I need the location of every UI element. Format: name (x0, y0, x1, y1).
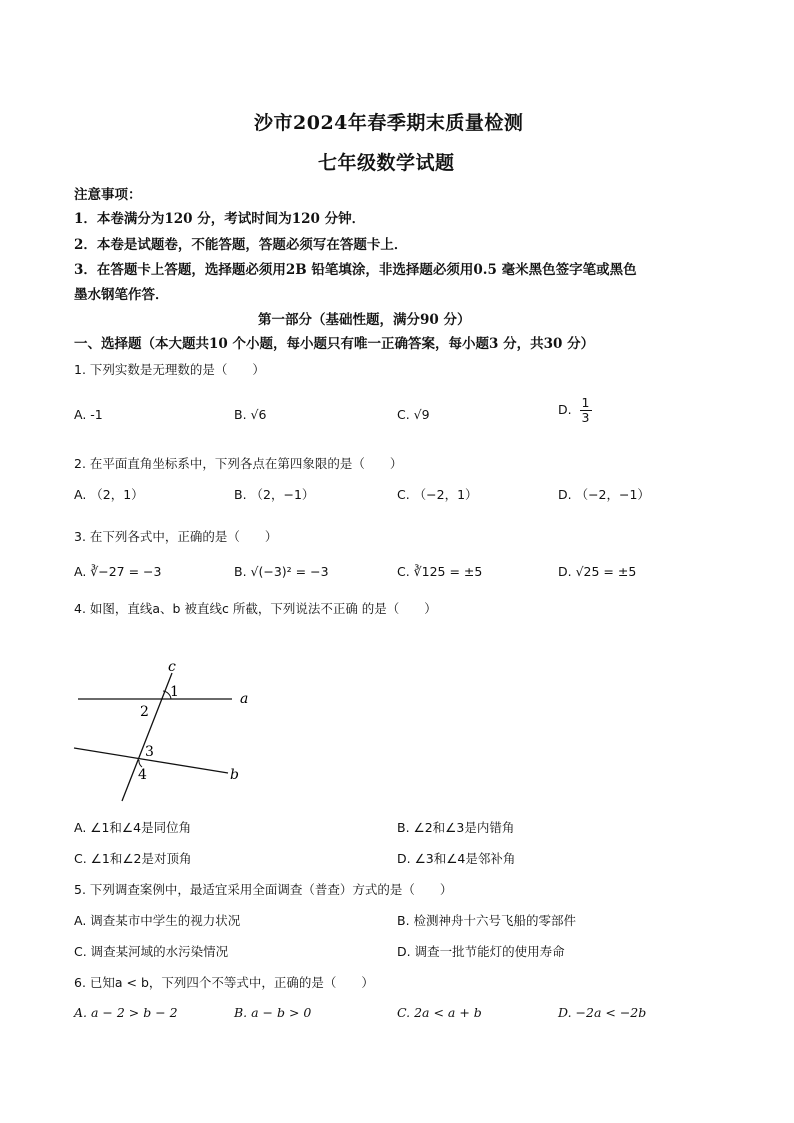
q3-option-b: B. √(−3)² = −3 (234, 564, 329, 579)
q3-option-d: D. √25 = ±5 (558, 564, 637, 579)
label-angle-3: 3 (145, 744, 154, 760)
q5-option-d: D. 调查一批节能灯的使用寿命 (397, 944, 565, 959)
exam-title: 沙市2024年春季期末质量检测 (254, 112, 524, 134)
note-item-2: 2．本卷是试题卷，不能答题，答题必须写在答题卡上． (74, 237, 408, 253)
angle-4-arc (139, 760, 142, 767)
q6-option-c: C. 2a < a + b (397, 1005, 482, 1020)
question-6-stem: 6. 已知a < b，下列四个不等式中，正确的是（ ） (74, 975, 374, 990)
q2-option-b: B. （2，−1） (234, 487, 315, 502)
q6-option-d: D. −2a < −2b (558, 1005, 647, 1020)
part-title: 第一部分（基础性题，满分90 分） (258, 312, 471, 328)
q2-option-d: D. （−2，−1） (558, 487, 650, 502)
section-heading: 一、选择题（本大题共10 个小题，每小题只有唯一正确答案，每小题3 分，共30 分） (74, 336, 595, 352)
q4-option-a: A. ∠1和∠4是同位角 (74, 820, 192, 835)
label-b: b (230, 767, 239, 783)
parallel-lines-figure (60, 655, 260, 805)
notes-heading: 注意事项： (74, 187, 142, 203)
q5-option-c: C. 调查某河域的水污染情况 (74, 944, 229, 959)
fraction-denominator: 3 (581, 409, 590, 425)
q1-option-d: D. $\frac{1}{3}$ (558, 395, 590, 425)
label-c: c (168, 659, 176, 675)
label-a: a (240, 691, 249, 707)
question-5-stem: 5. 下列调查案例中，最适宜采用全面调查（普查）方式的是（ ） (74, 882, 453, 897)
question-4-stem: 4. 如图，直线a、b 被直线c 所截，下列说法不正确 的是（ ） (74, 601, 437, 616)
fraction-numerator: 1 (581, 395, 590, 410)
question-1-stem: 1. 下列实数是无理数的是（ ） (74, 362, 265, 377)
q4-option-b: B. ∠2和∠3是内错角 (397, 820, 515, 835)
q6-option-b: B. a − b > 0 (234, 1005, 312, 1020)
question-3-stem: 3. 在下列各式中，正确的是（ ） (74, 529, 278, 544)
q4-option-d: D. ∠3和∠4是邻补角 (397, 851, 516, 866)
q1-option-c: C. √9 (397, 407, 430, 422)
q6-option-a: A. a − 2 > b − 2 (74, 1005, 178, 1020)
q4-option-c: C. ∠1和∠2是对顶角 (74, 851, 192, 866)
q3-option-c: C. ∛125 = ±5 (397, 564, 483, 579)
label-angle-1: 1 (170, 684, 179, 700)
label-angle-2: 2 (140, 704, 149, 720)
exam-subtitle: 七年级数学试题 (318, 152, 455, 174)
note-item-1: 1．本卷满分为120 分，考试时间为120 分钟． (74, 211, 366, 227)
q5-option-a: A. 调查某市中学生的视力状况 (74, 913, 241, 928)
q2-option-a: A. （2，1） (74, 487, 144, 502)
note-item-3-cont: 墨水钢笔作答． (74, 287, 169, 303)
line-c (122, 673, 172, 801)
q2-option-c: C. （−2，1） (397, 487, 478, 502)
q3-option-a: A. ∛−27 = −3 (74, 564, 162, 579)
note-item-3: 3．在答题卡上答题，选择题必须用2B 铅笔填涂，非选择题必须用0.5 毫米黑色签字笔或黑色 (74, 262, 637, 278)
label-angle-4: 4 (138, 767, 147, 783)
q1-option-a: A. -1 (74, 407, 103, 422)
question-2-stem: 2. 在平面直角坐标系中，下列各点在第四象限的是（ ） (74, 456, 403, 471)
q5-option-b: B. 检测神舟十六号飞船的零部件 (397, 913, 577, 928)
q1-option-b: B. √6 (234, 407, 267, 422)
